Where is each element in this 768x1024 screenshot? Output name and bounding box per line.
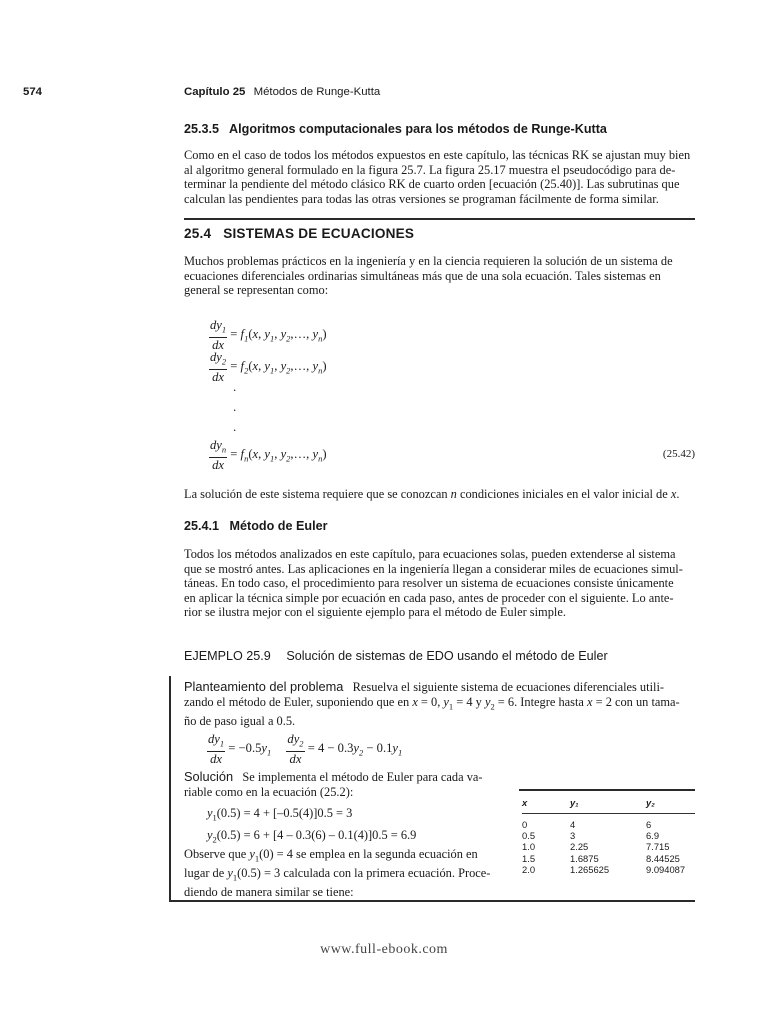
paragraph-line: Solución Se implementa el método de Euler para cada va- bbox=[184, 769, 483, 784]
paragraph-line: riable como en la ecuación (25.2): bbox=[184, 784, 354, 799]
page-number: 574 bbox=[23, 86, 43, 98]
solution-heading: Solución bbox=[184, 769, 234, 784]
paragraph-line: Todos los métodos analizados en este capítulo, para ecuaciones solas, pueden extenderse al sistema bbox=[184, 547, 676, 561]
results-table-top-rule bbox=[519, 789, 695, 791]
example-label: EJEMPLO 25.9 bbox=[184, 649, 271, 663]
section-rule bbox=[184, 218, 695, 220]
table-cell: 2.25 bbox=[570, 841, 589, 853]
table-header-row bbox=[522, 796, 695, 814]
paragraph-line: Muchos problemas prácticos en la ingeniería y en la ciencia requieren la solución de un sistema de bbox=[184, 254, 673, 268]
equation-number: (25.42) bbox=[662, 448, 695, 460]
equation-line: $y_2(0.5) = 6 + [4 - 0.3(6) - 0.1(4)]0.5 = 6.9$ bbox=[207, 828, 417, 845]
solution-observation bbox=[184, 847, 504, 900]
section-25-4-closing-text: La solución de este sistema requiere que se conozcan n condiciones iniciales en el valor inicial de x. bbox=[184, 487, 680, 501]
column-header-y2: y₂ bbox=[646, 796, 695, 814]
equation-dy1: $\frac{dy_1}{dx}$ = $f_1(x$, $y_1$, $y_2,\dots$, $y_n$) bbox=[210, 318, 327, 352]
paragraph-line: ecuaciones diferenciales ordinarias simultáneas más que de una sola ecuación. Tales sistemas en bbox=[184, 268, 661, 283]
footer-url[interactable]: www.full-ebook.com bbox=[320, 942, 448, 957]
section-25-3-5-paragraph bbox=[184, 148, 695, 206]
section-25-4-1-paragraph bbox=[184, 547, 695, 620]
paragraph-line: en aplicar la técnica simple por ecuación en cada paso, antes de proceder con el siguiente. Lo ante- bbox=[184, 590, 674, 605]
table-cell: 0 bbox=[522, 819, 528, 830]
solution-intro bbox=[184, 770, 504, 799]
table-cell: 4 bbox=[570, 819, 576, 830]
paragraph-line: diendo de manera similar se tiene: bbox=[184, 885, 354, 900]
section-25-3-5-heading: 25.3.5 Algoritmos computacionales para los métodos de Runge-Kutta bbox=[184, 122, 607, 136]
table-cell: 0.5 bbox=[522, 830, 536, 842]
section-25-4-paragraph bbox=[184, 254, 695, 298]
paragraph-line: Planteamiento del problema Resuelva el siguiente sistema de ecuaciones diferenciales utili- bbox=[184, 679, 665, 694]
paragraph-line: calculan las pendientes para todas las otras versiones se programan fácilmente de forma similar. bbox=[184, 191, 659, 206]
table-cell: 6 bbox=[646, 819, 652, 830]
column-header-y1: y₁ bbox=[570, 796, 646, 814]
table-cell: 1.0 bbox=[522, 841, 536, 853]
ellipsis-dot: . bbox=[233, 379, 237, 394]
paragraph-line: Observe que $y_1(0) = 4$ se emplea en la segunda ecuación en bbox=[184, 847, 478, 864]
table-row bbox=[522, 830, 695, 841]
chapter-label: Capítulo 25 bbox=[184, 86, 246, 98]
ellipsis-dot: . bbox=[233, 419, 237, 434]
table-row bbox=[522, 841, 695, 852]
results-table bbox=[522, 796, 695, 875]
example-system-equations: $\frac{dy_1}{dx}$ = $-0.5y_1$ $\frac{dy_2}{dx}$ = $4 - 0.3y_2 - 0.1y_1$ bbox=[208, 732, 403, 766]
problem-heading: Planteamiento del problema bbox=[184, 679, 344, 694]
table-cell: 1.6875 bbox=[570, 852, 599, 864]
table-cell: 9.094087 bbox=[646, 863, 686, 875]
chapter-title: Métodos de Runge-Kutta bbox=[253, 86, 381, 98]
paragraph-line: Como en el caso de todos los métodos expuestos en este capítulo, las técnicas RK se ajustan muy bien bbox=[184, 148, 691, 162]
example-title: Solución de sistemas de EDO usando el método de Euler bbox=[286, 649, 608, 663]
example-left-bar bbox=[169, 676, 171, 901]
problem-statement bbox=[184, 680, 695, 728]
paragraph-line: terminar la pendiente del método clásico RK de cuarto orden [ecuación (25.40)]. Las subrutinas que bbox=[184, 177, 680, 192]
table-cell: 6.9 bbox=[646, 830, 660, 842]
column-header-x: x bbox=[522, 796, 570, 814]
table-cell: 3 bbox=[570, 830, 576, 842]
paragraph-line: general se representan como: bbox=[184, 283, 329, 298]
section-25-4-heading: 25.4 SISTEMAS DE ECUACIONES bbox=[184, 226, 415, 241]
section-25-4-1-heading: 25.4.1 Método de Euler bbox=[184, 519, 328, 533]
table-row bbox=[522, 819, 695, 830]
equation-line: $y_1(0.5) = 4 + [-0.5(4)]0.5 = 3$ bbox=[207, 806, 353, 823]
table-cell: 2.0 bbox=[522, 863, 536, 875]
paragraph-line: lugar de $y_1(0.5) = 3$ calculada con la primera ecuación. Proce- bbox=[184, 866, 491, 883]
paragraph-line: táneas. En todo caso, el procedimiento para resolver un sistema de ecuaciones consiste únicamente bbox=[184, 576, 674, 591]
paragraph-line: que se mostró antes. Las aplicaciones en la ingeniería llegan a considerar miles de ecuaciones simul- bbox=[184, 561, 683, 576]
ellipsis-dot: . bbox=[233, 399, 237, 414]
table-row bbox=[522, 853, 695, 864]
equation-dy2: $\frac{dy_2}{dx}$ = $f_2(x$, $y_1$, $y_2,\dots$, $y_n$) bbox=[210, 350, 327, 384]
paragraph-line: zando el método de Euler, suponiendo que en x = 0, $y_1 = 4$ y $y_2 = 6$. Integre hasta x = 2 con un tama- bbox=[184, 694, 680, 712]
table-row bbox=[522, 864, 695, 875]
table-cell: 1.5 bbox=[522, 852, 536, 864]
table-cell: 8.44525 bbox=[646, 852, 680, 864]
table-cell: 7.715 bbox=[646, 841, 670, 853]
equation-dyn: $\frac{dy_n}{dx}$ = $f_n(x$, $y_1$, $y_2,\dots$, $y_n$) bbox=[210, 438, 327, 472]
example-bottom-rule bbox=[169, 900, 695, 902]
example-heading bbox=[184, 649, 608, 663]
euler-step-equations bbox=[207, 806, 507, 847]
paragraph-line: rior se ilustra mejor con el siguiente ejemplo para el método de Euler simple. bbox=[184, 605, 566, 620]
table-cell: 1.265625 bbox=[570, 863, 610, 875]
paragraph-line: ño de paso igual a 0.5. bbox=[184, 713, 296, 728]
paragraph-line: al algoritmo general formulado en la figura 25.7. La figura 25.17 muestra el pseudocódigo para de- bbox=[184, 162, 676, 177]
running-header bbox=[184, 86, 380, 98]
